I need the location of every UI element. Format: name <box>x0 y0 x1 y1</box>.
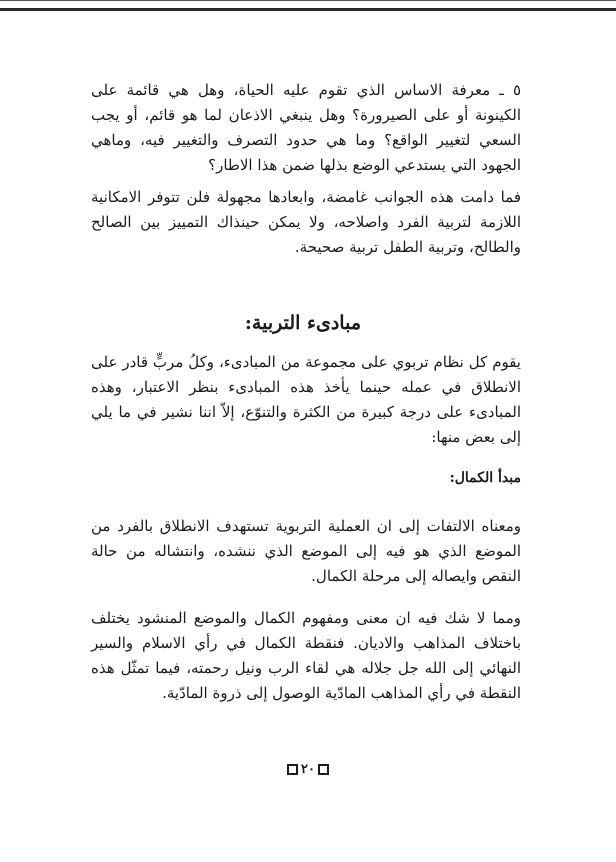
paragraph-knowledge-of-life-basis: ٥ ـ معرفة الاساس الذي تقوم عليه الحياة، وهل هي قائمة على الكينونة أو على الصيرورة؟ وهل ينبغي الاذعان لما هو قائم، أو يجب السعي لتغيير الواقع؟ وما هي حدود التصرف والتغيير فيه، وماهي الجهود التي يستدعي الوضع بذلها ضمن هذا الاطار؟ <box>91 81 521 174</box>
paragraph-ambiguity-consequence: فما دامت هذه الجوانب غامضة، وابعادها مجهولة فلن تتوفر الامكانية اللازمة لتربية الفرد واصلاحه، ولا يمكن حينذاك التمييز بين الصالح والطالح، وتربية الطفل تربية صحيحة. <box>91 188 521 256</box>
section-heading-principles: مبادىء التربية: <box>244 312 361 334</box>
page-number-ornament-left <box>287 764 298 775</box>
subheading-perfection-principle: مبدأ الكمال: <box>449 470 521 486</box>
page-number-value: ٢٠ <box>301 762 315 777</box>
paragraph-perfection-meaning: ومعناه الالتفات إلى ان العملية التربوية تستهدف الانطلاق بالفرد من الموضع الذي هو فيه إلى الموضع الذي ننشده، وانتشاله من حالة النقص وايصاله إلى مرحلة الكمال. <box>91 517 521 585</box>
page-number <box>0 762 616 777</box>
paragraph-principles-intro: يقوم كل نظام تربوي على مجموعة من المبادىء، وكلُ مربٍّ قادر على الانطلاق في عمله حينما يأخذ هذه المبادىء بنظر الاعتبار، وهذه المبادىء على درجة كبيرة من الكثرة والتنوّع، إلاّ اننا نشير في ما يلي إلى بعض منها: <box>91 353 521 446</box>
page-number-ornament-right <box>318 764 329 775</box>
top-border-line <box>0 0 616 1</box>
paragraph-perfection-views: ومما لا شك فيه ان معنى ومفهوم الكمال والموضع المنشود يختلف باختلاف المذاهب والاديان. فنقطة الكمال في رأي الاسلام والسير النهائي إلى الله جل جلاله هي لقاء الرب ونيل رحمته، فيما تمثّل هذه النقطة في رأي المذاهب المادّية الوصول إلى ذروة المادّية. <box>91 609 521 702</box>
top-border-rule <box>0 8 616 11</box>
